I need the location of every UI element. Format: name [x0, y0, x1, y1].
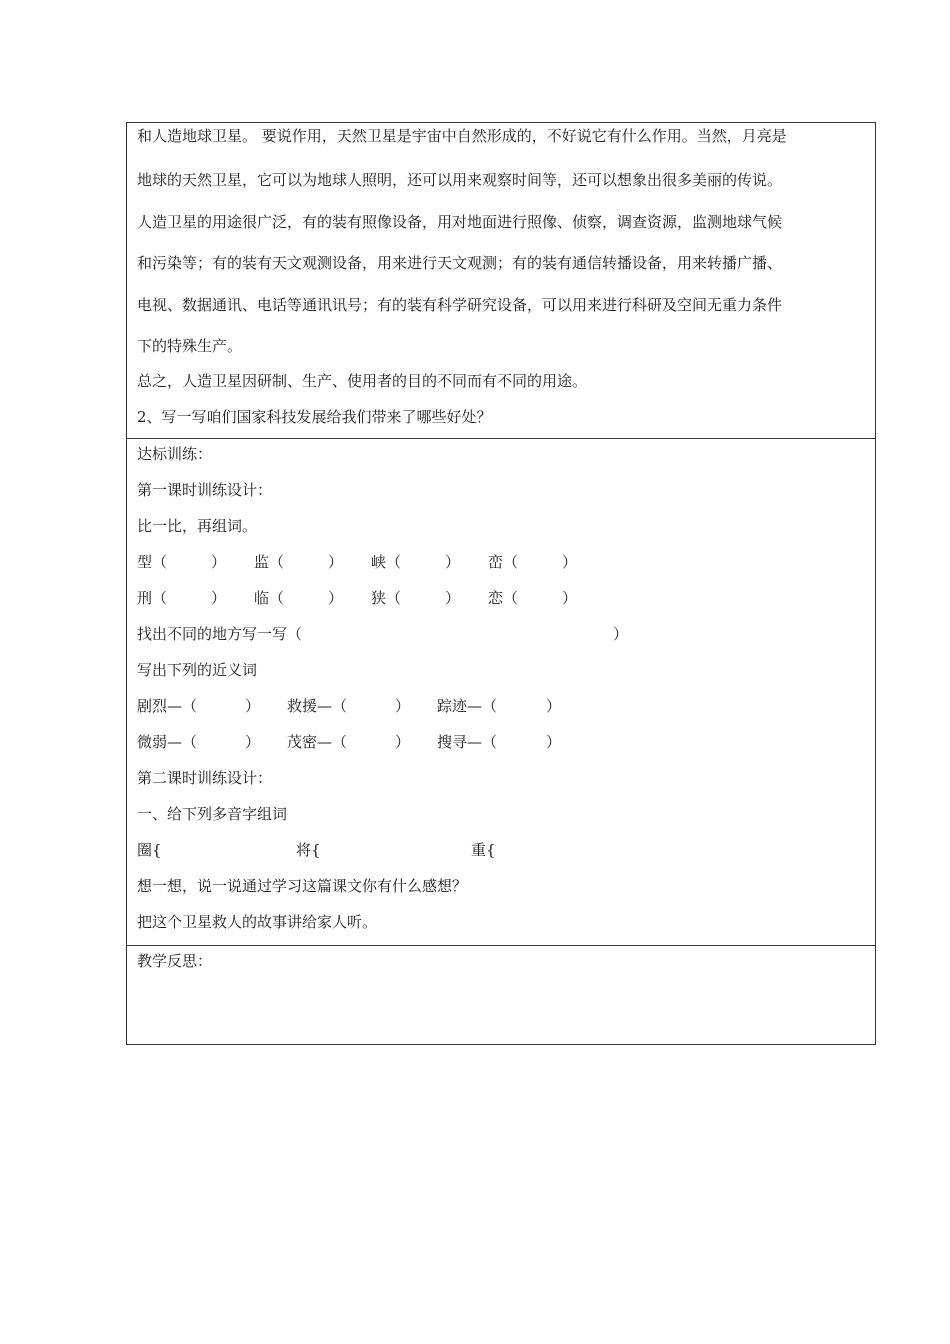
blank-close: ） [546, 697, 562, 715]
blank-close: ） [395, 697, 411, 715]
blank-close: ） [395, 733, 411, 751]
compare-instruction: 比一比，再组词。 [137, 517, 258, 535]
blank-close: ） [562, 589, 578, 607]
compare-char: 狭（ [371, 589, 402, 607]
polyphone-instruction: 一、给下列多音字组词 [137, 805, 288, 823]
compare-char: 峦（ [488, 553, 519, 571]
blank-close: ） [245, 733, 261, 751]
compare-char: 刑（ [137, 589, 168, 607]
paragraph-line: 和人造地球卫星。 要说作用，天然卫星是宇宙中自然形成的，不好说它有什么作用。当然，月亮是 [137, 127, 787, 145]
compare-char: 型（ [137, 553, 168, 571]
polyphone-item: 重{ [471, 841, 496, 859]
blank-close: ） [613, 625, 629, 643]
synonym-word: 搜寻—（ [437, 733, 498, 751]
synonym-word: 微弱—（ [137, 733, 198, 751]
blank-close: ） [562, 553, 578, 571]
lesson2-title: 第二课时训练设计： [137, 769, 273, 787]
paragraph-line: 人造卫星的用途很广泛，有的装有照像设备，用对地面进行照像、侦察，调查资源，监测地球气候 [137, 213, 783, 231]
blank-close: ） [211, 553, 227, 571]
synonym-word: 剧烈—（ [137, 697, 198, 715]
polyphone-item: 将{ [296, 841, 321, 859]
blank-close: ） [445, 553, 461, 571]
polyphone-item: 圈{ [137, 841, 162, 859]
lesson1-title: 第一课时训练设计： [137, 481, 273, 499]
blank-close: ） [328, 589, 344, 607]
paragraph-line: 总之，人造卫星因研制、生产、使用者的目的不同而有不同的用途。 [137, 372, 588, 390]
blank-close: ） [445, 589, 461, 607]
paragraph-line: 下的特殊生产。 [137, 337, 243, 355]
synonym-instruction: 写出下列的近义词 [137, 661, 258, 679]
synonym-word: 救援—（ [287, 697, 348, 715]
compare-char: 恋（ [488, 589, 519, 607]
exercise-cell [127, 439, 875, 946]
compare-char: 临（ [254, 589, 285, 607]
reflection-heading: 教学反思： [137, 952, 213, 970]
paragraph-line: 和污染等；有的装有天文观测设备，用来进行天文观测；有的装有通信转播设备，用来转播广播、 [137, 254, 783, 272]
question-line: 2、写一写咱们国家科技发展给我们带来了哪些好处？ [137, 408, 492, 426]
blank-close: ） [245, 697, 261, 715]
blank-close: ） [546, 733, 562, 751]
reflection-cell [127, 946, 875, 1044]
think-line: 想一想，说一说通过学习这篇课文你有什么感想？ [137, 877, 468, 895]
compare-char: 峡（ [371, 553, 402, 571]
synonym-word: 茂密—（ [287, 733, 348, 751]
story-line: 把这个卫星救人的故事讲给家人听。 [137, 913, 378, 931]
find-diff-label: 找出不同的地方写一写（ [137, 625, 303, 643]
paragraph-line: 电视、数据通讯、电话等通讯讯号；有的装有科学研究设备，可以用来进行科研及空间无重力条件 [137, 296, 783, 314]
section-heading: 达标训练： [137, 445, 213, 463]
paragraph-line: 地球的天然卫星，它可以为地球人照明，还可以用来观察时间等，还可以想象出很多美丽的传说。 [137, 171, 783, 189]
content-cell [127, 123, 875, 439]
blank-close: ） [328, 553, 344, 571]
compare-char: 监（ [254, 553, 285, 571]
lesson-plan-table [126, 122, 876, 1045]
synonym-word: 踪迹—（ [437, 697, 498, 715]
blank-close: ） [211, 589, 227, 607]
